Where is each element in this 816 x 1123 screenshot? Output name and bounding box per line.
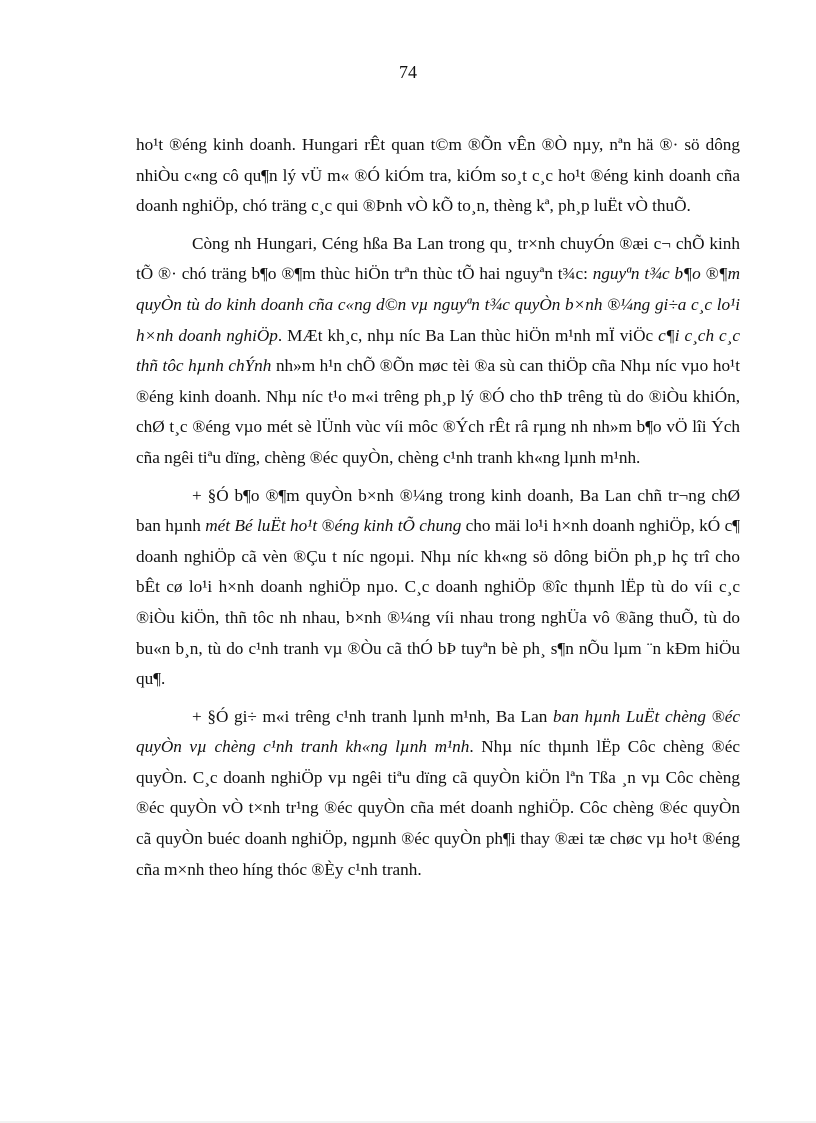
page-number: 74 <box>399 62 417 82</box>
italic-text-run: ban hµnh LuËt chèng ®éc quyÒn vµ chèng c¹nh tranh kh«ng lµnh m¹nh <box>136 706 741 757</box>
paragraph <box>136 229 740 474</box>
paragraph <box>136 702 740 886</box>
text-run: Còng nh Hungari, Céng hßa Ba Lan trong qu¸ tr×nh chuyÓn ®æi c¬ chÕ kinh tÕ ®· chó träng b¶o ®¶m thùc hiÖn trªn thùc tÕ hai nguyªn t¾c: <box>136 233 740 284</box>
text-run: + §Ó gi÷ m«i trêng c¹nh tranh lµnh m¹nh, Ba Lan <box>192 706 554 726</box>
italic-text-run: mét Bé luËt ho¹t ®éng kinh tÕ chung <box>205 516 462 536</box>
paragraph <box>136 130 740 222</box>
italic-text-run: c¶i c¸ch c¸c thñ tôc hµnh chÝnh <box>136 325 740 376</box>
text-run: ho¹t ®éng kinh doanh. Hungari rÊt quan t©m ®Õn vÊn ®Ò nµy, nªn hä ®· sö dông nhiÒu c«ng cô qu¶n lý vÜ m« ®Ó kiÓm tra, kiÓm so¸t c¸c ho¹t ®éng kinh doanh cña doanh nghiÖp, chó träng c¸c qui ®Þnh vÒ kÕ to¸n, thèng kª, ph¸p luËt vÒ thuÕ. <box>136 135 740 216</box>
body-text <box>136 130 740 892</box>
italic-text-run: nguyªn t¾c b¶o ®¶m quyÒn tù do kinh doanh cña c«ng d©n vµ nguyªn t¾c quyÒn b×nh ®¼ng gi÷a c¸c lo¹i h×nh doanh nghiÖp <box>136 264 740 345</box>
text-run: + §Ó b¶o ®¶m quyÒn b×nh ®¼ng trong kinh doanh, Ba Lan chñ tr¬ng chØ ban hµnh <box>136 485 740 536</box>
text-run: . Nhµ níc thµnh lËp Côc chèng ®éc quyÒn. C¸c doanh nghiÖp vµ ngêi tiªu dïng cã quyÒn kiÖn lªn Tßa ¸n vµ Côc chèng ®éc quyÒn vÒ t×nh tr¹ng ®éc quyÒn cña mét doanh nghiÖp. Côc chèng ®éc quyÒn cã quyÒn buéc doanh nghiÖp, ngµnh ®éc quyÒn ph¶i thay ®æi tæ chøc vµ ho¹t ®éng cña m×nh theo híng thóc ®Èy c¹nh tranh. <box>136 737 740 879</box>
paragraph <box>136 481 740 695</box>
text-run: cho mäi lo¹i h×nh doanh nghiÖp, kÓ c¶ doanh nghiÖp cã vèn ®Çu t níc ngoµi. Nhµ níc kh«ng sö dông biÖn ph¸p hç trî cho bÊt cø lo¹i h×nh doanh nghiÖp nµo. C¸c doanh nghiÖp ®îc thµnh lËp tù do víi c¸c ®iÒu kiÖn, thñ tôc nh nhau, b×nh ®¼ng víi nhau trong nghÜa vô ®ãng thuÕ, tù do bu«n b¸n, tù do c¹nh tranh vµ ®Òu cã thÓ bÞ tuyªn bè ph¸ s¶n nÕu lµm ¨n kÐm hiÖu qu¶. <box>136 516 740 689</box>
text-run: . MÆt kh¸c, nhµ níc Ba Lan thùc hiÖn m¹nh mÏ viÖc <box>277 325 659 345</box>
text-run: nh»m h¹n chÕ ®Õn møc tèi ®a sù can thiÖp cña Nhµ níc vµo ho¹t ®éng kinh doanh. Nhµ níc t¹o m«i trêng ph¸p lý ®Ó cho thÞ trêng tù do ®iÒu khiÓn, chØ t¸c ®éng vµo mét sè lÜnh vùc víi môc ®Ých rÊt râ rµng nh nh»m b¶o vÖ lîi Ých cña ngêi tiªu dïng, chèng ®éc quyÒn, chèng c¹nh tranh kh«ng lµnh m¹nh. <box>136 356 740 467</box>
